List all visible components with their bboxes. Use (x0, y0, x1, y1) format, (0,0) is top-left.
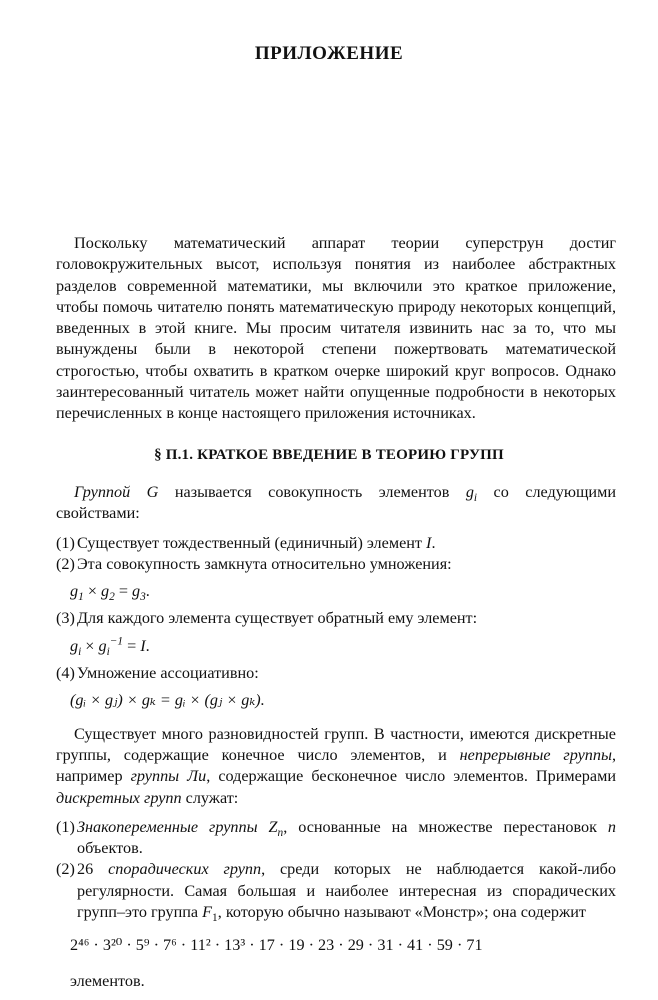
definition-mid: называется совокупность элементов (158, 483, 466, 501)
property-2 (56, 554, 616, 575)
property-4 (56, 663, 616, 684)
example-number: (1) (56, 817, 75, 836)
section-body (56, 482, 616, 992)
monster-order: 2⁴⁶ · 3²⁰ · 5⁹ · 7⁶ · 11² · 13³ · 17 · 19 · 23 · 29 · 31 · 41 · 59 · 71 (70, 936, 483, 955)
example-1 (56, 817, 616, 860)
page-title: ПРИЛОЖЕНИЕ (254, 43, 404, 64)
definition-end: со следующими свойствами: (56, 483, 616, 523)
property-number: (1) (56, 533, 75, 552)
example-text: Знакопеременные группы $Z_n$, основанные на множестве перестановок n объектов. (77, 817, 616, 858)
property-text: Умножение ассоциативно: (77, 664, 259, 683)
property-number: (3) (56, 609, 75, 628)
closing-text: элементов. (70, 971, 145, 990)
definition-var: $g_i$ (465, 483, 478, 505)
property-1: (1) Существует тождественный (единичный) элемент I. (56, 533, 616, 554)
identity-var: I (426, 533, 432, 552)
property-number: (4) (56, 664, 75, 683)
inverse-formula: $g_i \times g_i^{-1} = I$. (70, 635, 150, 659)
intro-paragraph (56, 233, 616, 425)
property-text: Для каждого элемента существует обратный ему элемент: (77, 609, 478, 628)
section-heading: § П.1. КРАТКОЕ ВВЕДЕНИЕ В ТЕОРИЮ ГРУПП (154, 447, 504, 463)
group-definition (56, 482, 616, 525)
group-types-paragraph: Существует много разновидностей групп. В частности, имеются дискретные группы, содержащие конечное число элементов, и непрерывные группы, например группы Ли, содержащие бесконечное число элементов. Примерами дискретных групп служат: (56, 724, 616, 807)
associativity-formula: (gᵢ × gⱼ) × gₖ = gᵢ × (gⱼ × gₖ). (70, 691, 265, 710)
lie-groups-term: группы Ли (130, 767, 207, 786)
example-number: (2) (56, 860, 75, 879)
property-number: (2) (56, 554, 75, 573)
discrete-groups-term: дискретных групп (56, 788, 182, 807)
closure-formula: $g_1 \times g_2 = g_3$. (70, 582, 150, 604)
property-3 (56, 608, 616, 629)
continuous-groups-term: непрерывные группы (459, 745, 612, 764)
property-text: Существует тождественный (единичный) элемент (77, 533, 427, 552)
example-2 (56, 859, 616, 923)
intro-text: Поскольку математический аппарат теории суперструн достиг головокружительных высот, используя понятия из наиболее абстрактных разделов современной математики, мы включили это краткое приложение, чтобы помочь читателю понять математическую природу некоторых концепций, введенных в этой книге. Мы просим читателя извинить нас за то, что мы вынуждены были в некоторой степени пожертвовать математической строгостью, чтобы охватить в кратком очерке широкий круг вопросов. Однако заинтересованный читатель может найти опущенные подробности в некоторых перечисленных в конце настоящего приложения источниках. (56, 234, 616, 423)
definition-term: Группой G (74, 483, 159, 501)
property-text: Эта совокупность замкнута относительно умножения: (77, 554, 452, 573)
example-text: 26 спорадических групп, среди которых не наблюдается какой-либо регулярности. Самая большая и наиболее интересная из спорадических групп–это группа $F_1$, которую обычно называют «Монстр»; она содержит (77, 860, 617, 925)
